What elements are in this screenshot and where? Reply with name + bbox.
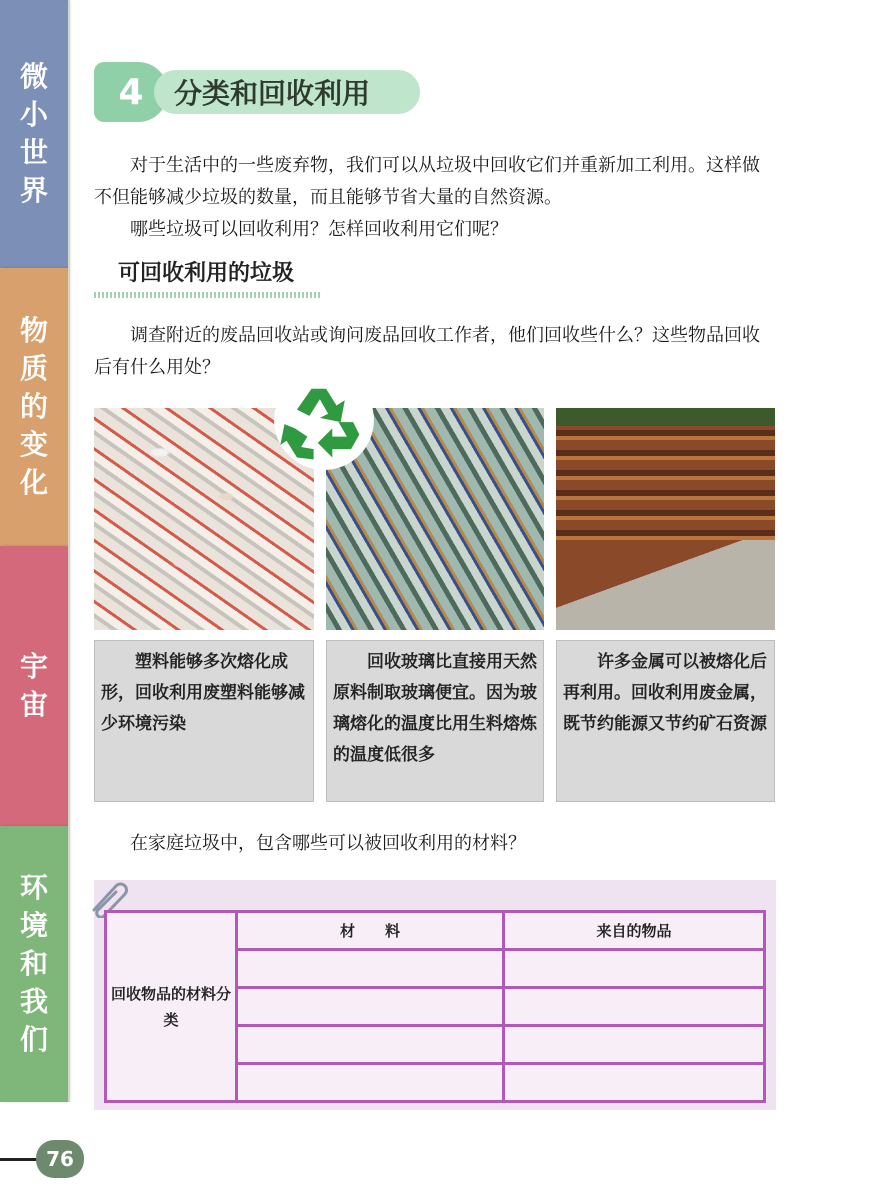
side-tab-environment[interactable] bbox=[0, 826, 68, 1102]
table-cell-material[interactable] bbox=[237, 950, 504, 988]
side-tab-char: 和 bbox=[19, 947, 48, 980]
recycle-icon bbox=[272, 368, 376, 472]
recycling-table bbox=[104, 910, 766, 1103]
side-tab-char: 环 bbox=[19, 871, 48, 904]
table-cell-material[interactable] bbox=[237, 1064, 504, 1102]
section-number: 4 bbox=[94, 62, 168, 122]
section-header bbox=[94, 62, 424, 124]
side-tab-char: 我 bbox=[19, 985, 48, 1018]
side-tab-char: 境 bbox=[19, 909, 48, 942]
side-tab-char: 世 bbox=[19, 136, 48, 169]
side-tab-char: 化 bbox=[19, 466, 48, 499]
table-col-source: 来自的物品 bbox=[504, 912, 765, 950]
page-number-line bbox=[0, 1158, 40, 1161]
page-number: 76 bbox=[36, 1140, 84, 1178]
table-cell-source[interactable] bbox=[504, 988, 765, 1026]
side-tab-char: 界 bbox=[19, 174, 48, 207]
household-question: 在家庭垃圾中，包含哪些可以被回收利用的材料？ bbox=[130, 833, 526, 854]
side-tab-char: 宇 bbox=[19, 650, 48, 683]
side-tab-matter-change[interactable] bbox=[0, 268, 68, 546]
metal-caption: 许多金属可以被熔化后再利用。回收利用废金属，既节约能源又节约矿石资源 bbox=[556, 640, 775, 802]
side-tab-char: 宙 bbox=[19, 688, 48, 721]
side-tab-char: 们 bbox=[19, 1023, 48, 1056]
side-tab-char: 小 bbox=[19, 98, 48, 131]
subsection-underline bbox=[94, 292, 322, 298]
plastic-caption: 塑料能够多次熔化成形，回收利用废塑料能够减少环境污染 bbox=[94, 640, 314, 802]
investigation-prompt: 调查附近的废品回收站或询问废品回收工作者，他们回收些什么？这些物品回收后有什么用处？ bbox=[94, 325, 760, 378]
table-col-material: 材 料 bbox=[237, 912, 504, 950]
subsection-title: 可回收利用的垃圾 bbox=[118, 261, 295, 286]
side-tab-char: 质 bbox=[19, 352, 48, 385]
table-row-header: 回收物品的材料分类 bbox=[106, 912, 237, 1102]
glass-caption: 回收玻璃比直接用天然原料制取玻璃便宜。因为玻璃熔化的温度比用生料熔炼的温度低很多 bbox=[326, 640, 544, 802]
side-tab-micro-world[interactable] bbox=[0, 0, 68, 268]
table-cell-material[interactable] bbox=[237, 1026, 504, 1064]
intro-paragraph: 对于生活中的一些废弃物，我们可以从垃圾中回收它们并重新加工利用。这样做不但能够减少垃圾的数量，而且能够节省大量的自然资源。 bbox=[94, 155, 760, 208]
side-divider bbox=[68, 0, 70, 1102]
side-tab-universe[interactable] bbox=[0, 546, 68, 826]
side-tab-char: 微 bbox=[19, 60, 48, 93]
table-cell-source[interactable] bbox=[504, 950, 765, 988]
side-tab-char: 物 bbox=[19, 314, 48, 347]
section-title: 分类和回收利用 bbox=[154, 70, 420, 114]
side-tab-char: 变 bbox=[19, 428, 48, 461]
table-cell-source[interactable] bbox=[504, 1026, 765, 1064]
intro-question: 哪些垃圾可以回收利用？怎样回收利用它们呢？ bbox=[130, 219, 508, 240]
table-cell-source[interactable] bbox=[504, 1064, 765, 1102]
scrap-metal-photo bbox=[556, 408, 775, 630]
side-tab-char: 的 bbox=[19, 390, 48, 423]
table-cell-material[interactable] bbox=[237, 988, 504, 1026]
